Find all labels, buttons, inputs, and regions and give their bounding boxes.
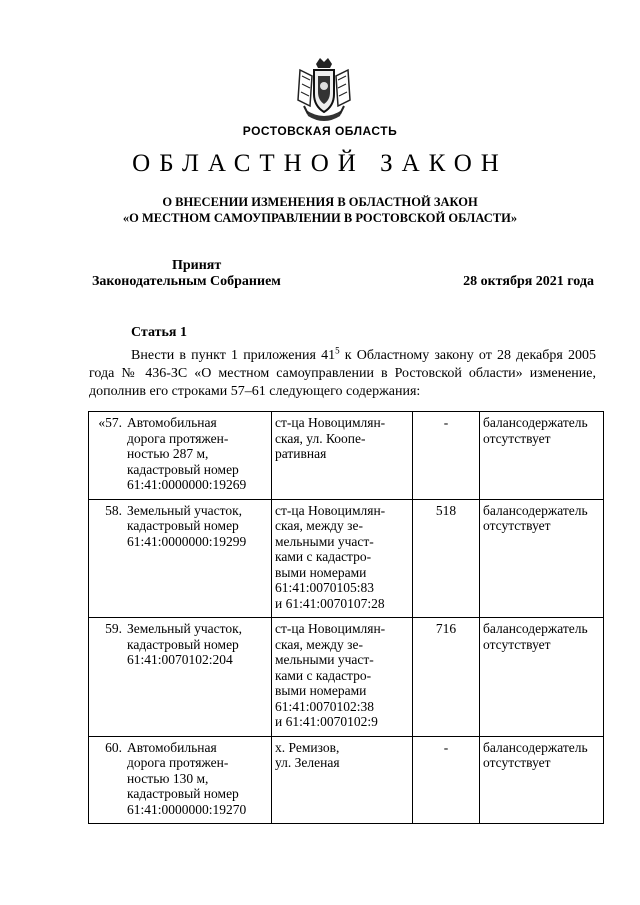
cell-line: ративная (275, 446, 327, 461)
cell-line: и 61:41:0070107:28 (275, 595, 385, 611)
cell-line: х. Ремизов, (275, 739, 340, 755)
cell-line: дорога протяжен- (127, 430, 229, 446)
object-cell (124, 618, 272, 737)
adoption-line: Принят (172, 258, 222, 273)
adoption-date: 28 октября 2021 года (463, 274, 594, 289)
cell-line: Земельный участок, (127, 502, 243, 518)
cell-line: дорога протяжен- (127, 755, 229, 770)
superscript-index: 5 (335, 345, 340, 356)
location-cell (272, 736, 413, 824)
cell-line: ностью 287 м, (127, 446, 209, 461)
cell-line: Земельный участок, (127, 621, 243, 636)
document-title: ОБЛАСТНОЙ ЗАКОН (132, 150, 508, 177)
cell-line: и 61:41:0070102:9 (275, 714, 378, 729)
location-cell (272, 499, 413, 618)
cell-line: кадастровый номер (127, 786, 239, 801)
cell-line: отсутствует (483, 430, 551, 446)
adoption-body: Законодательным Собранием (92, 274, 281, 289)
table-row (89, 499, 604, 618)
object-cell (124, 736, 272, 824)
area-cell: - (413, 412, 480, 500)
cell-line: мельными участ- (275, 652, 374, 667)
cell-line: Автомобильная (127, 415, 217, 430)
cell-line: ст-ца Новоцимлян- (275, 621, 386, 636)
holder-cell (480, 412, 604, 500)
area-cell: 518 (413, 499, 480, 618)
table-row (89, 618, 604, 737)
row-number: 60. (89, 736, 125, 824)
location-cell (272, 618, 413, 737)
cell-line: балансодержатель (483, 502, 588, 518)
cell-line: ст-ца Новоцимлян- (275, 502, 386, 518)
article-text-part: к Областному закону от 28 декабря 2005 года № 436-ЗС «О местном самоуправлении в Ростовской области» изменение, дополнив его строками 57–61 следующего содержания: (89, 348, 596, 399)
cell-line: ул. Зеленая (275, 755, 340, 770)
cell-line: выми номерами (275, 564, 367, 580)
article-text (89, 347, 596, 401)
article-text-part: Внести в пункт 1 приложения 41 (131, 348, 336, 363)
cell-line: балансодержатель (483, 415, 588, 430)
location-cell (272, 412, 413, 500)
cell-line: ская, между зе- (275, 636, 363, 652)
cell-line: ская, ул. Коопе- (275, 430, 366, 446)
cell-line: кадастровый номер (127, 518, 239, 533)
cell-line: 61:41:0000000:19299 (127, 533, 247, 549)
cell-line: балансодержатель (483, 739, 588, 755)
holder-cell (480, 618, 604, 737)
region-name: РОСТОВСКАЯ ОБЛАСТЬ (242, 124, 398, 138)
table-row (89, 412, 604, 500)
holder-cell (480, 736, 604, 824)
cell-line: ст-ца Новоцимлян- (275, 415, 386, 430)
adoption-block (92, 258, 281, 290)
area-cell: - (413, 736, 480, 824)
area-cell: 716 (413, 618, 480, 737)
subject-line: О ВНЕСЕНИИ ИЗМЕНЕНИЯ В ОБЛАСТНОЙ ЗАКОН (162, 195, 478, 209)
object-cell (124, 499, 272, 618)
subject-line: «О МЕСТНОМ САМОУПРАВЛЕНИИ В РОСТОВСКОЙ ОБЛАСТИ» (122, 211, 518, 225)
cell-line: отсутствует (483, 518, 551, 533)
cell-line: ками с кадастро- (275, 549, 372, 564)
cell-line: ностью 130 м, (127, 770, 209, 786)
row-number: «57. (89, 412, 125, 500)
cell-line: 61:41:0070102:38 (275, 698, 375, 714)
holder-cell (480, 499, 604, 618)
amendment-table (88, 411, 604, 824)
cell-line: ками с кадастро- (275, 667, 372, 683)
cell-line: ская, между зе- (275, 518, 363, 533)
cell-line: выми номерами (275, 683, 367, 698)
cell-line: 61:41:0000000:19270 (127, 801, 247, 817)
article-title: Статья 1 (131, 325, 187, 340)
cell-line: балансодержатель (483, 621, 588, 636)
cell-line: отсутствует (483, 636, 551, 652)
row-number: 59. (89, 618, 125, 737)
law-subject (0, 194, 640, 226)
cell-line: 61:41:0070102:204 (127, 652, 233, 667)
cell-line: мельными участ- (275, 533, 374, 549)
cell-line: 61:41:0070105:83 (275, 580, 375, 595)
row-number: 58. (89, 499, 125, 618)
cell-line: Автомобильная (127, 739, 217, 755)
cell-line: отсутствует (483, 755, 551, 770)
object-cell (124, 412, 272, 500)
table-row (89, 736, 604, 824)
cell-line: 61:41:0000000:19269 (127, 477, 247, 492)
coat-of-arms-icon (294, 56, 354, 126)
cell-line: кадастровый номер (127, 461, 239, 477)
cell-line: кадастровый номер (127, 636, 239, 652)
